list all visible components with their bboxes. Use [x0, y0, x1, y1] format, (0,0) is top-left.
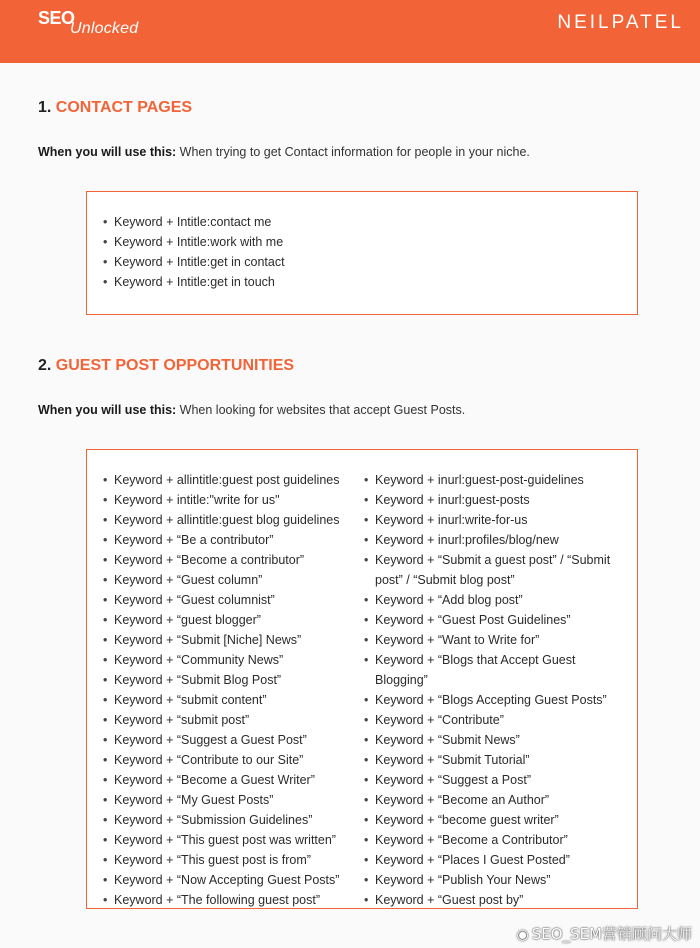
weibo-icon: ◉	[516, 927, 529, 943]
watermark-text: SEO_SEM营销顾问大师	[531, 925, 692, 943]
list-item: • Keyword + “Guest post by”	[364, 890, 624, 910]
list-item: • Keyword + “This guest post is from”	[103, 850, 353, 870]
usage-label: When you will use this:	[38, 403, 177, 417]
list-item: • Keyword + “Submit Blog Post”	[103, 670, 353, 690]
guest-post-list-right	[364, 470, 624, 910]
list-item: • Keyword + inurl:guest-post-guidelines	[364, 470, 624, 490]
guest-post-box	[86, 449, 638, 909]
section-title-contact-pages	[38, 99, 192, 117]
list-item: • Keyword + Intitle:contact me	[103, 212, 637, 232]
list-item: • Keyword + “Submission Guidelines”	[103, 810, 353, 830]
list-item: • Keyword + “Suggest a Guest Post”	[103, 730, 353, 750]
section-heading: GUEST POST OPPORTUNITIES	[55, 357, 295, 374]
list-item: • Keyword + “become guest writer”	[364, 810, 624, 830]
logo-seo-text: SEO	[38, 8, 75, 28]
list-item: • Keyword + inurl:profiles/blog/new	[364, 530, 624, 550]
list-item: • Keyword + “Contribute to our Site”	[103, 750, 353, 770]
usage-label: When you will use this:	[38, 145, 177, 159]
list-item: • Keyword + “Guest column”	[103, 570, 353, 590]
list-item: • Keyword + allintitle:guest blog guidelines	[103, 510, 353, 530]
list-item: • Keyword + “Suggest a Post”	[364, 770, 624, 790]
list-item: • Keyword + “Submit News”	[364, 730, 624, 750]
list-item: • Keyword + allintitle:guest post guidelines	[103, 470, 353, 490]
list-item: • Keyword + “Become a contributor”	[103, 550, 353, 570]
list-item: • Keyword + “Add blog post”	[364, 590, 624, 610]
list-item: • Keyword + “Places I Guest Posted”	[364, 850, 624, 870]
list-item: • Keyword + “Become a Contributor”	[364, 830, 624, 850]
list-item: • Keyword + “Become a Guest Writer”	[103, 770, 353, 790]
contact-pages-list	[103, 212, 637, 292]
list-item: • Keyword + intitle:"write for us"	[103, 490, 353, 510]
logo-unlocked-text: Unlocked	[70, 20, 139, 37]
list-item: • Keyword + “Become an Author”	[364, 790, 624, 810]
list-item: • Keyword + inurl:guest-posts	[364, 490, 624, 510]
list-item: • Keyword + “Submit a guest post” / “Submit post” / “Submit blog post”	[364, 550, 624, 590]
list-item: • Keyword + “Blogs that Accept Guest Blogging”	[364, 650, 624, 690]
section-heading: CONTACT PAGES	[55, 99, 193, 116]
list-item: • Keyword + Intitle:get in contact	[103, 252, 637, 272]
list-item: • Keyword + “submit post”	[103, 710, 353, 730]
list-item: • Keyword + Intitle:work with me	[103, 232, 637, 252]
list-item: • Keyword + “Guest Post Guidelines”	[364, 610, 624, 630]
list-item: • Keyword + “Want to Write for”	[364, 630, 624, 650]
neilpatel-logo[interactable]: NEILPATEL	[557, 12, 684, 33]
section-number: 1.	[38, 99, 52, 116]
guest-post-list-left	[103, 470, 353, 910]
list-item: • Keyword + “Now Accepting Guest Posts”	[103, 870, 353, 890]
contact-pages-box	[86, 191, 638, 315]
list-item: • Keyword + “Blogs Accepting Guest Posts”	[364, 690, 624, 710]
usage-text: When trying to get Contact information for people in your niche.	[176, 145, 530, 159]
list-item: • Keyword + “My Guest Posts”	[103, 790, 353, 810]
list-item: • Keyword + “Submit Tutorial”	[364, 750, 624, 770]
list-item: • Keyword + “Publish Your News”	[364, 870, 624, 890]
usage-note	[38, 403, 465, 417]
list-item: • Keyword + “guest blogger”	[103, 610, 353, 630]
list-item: • Keyword + “Submit [Niche] News”	[103, 630, 353, 650]
list-item: • Keyword + “Community News”	[103, 650, 353, 670]
list-item: • Keyword + “Guest columnist”	[103, 590, 353, 610]
list-item: • Keyword + “The following guest post”	[103, 890, 353, 910]
list-item: • Keyword + inurl:write-for-us	[364, 510, 624, 530]
list-item: • Keyword + “This guest post was written”	[103, 830, 353, 850]
section-title-guest-post	[38, 357, 294, 375]
list-item: • Keyword + “submit content”	[103, 690, 353, 710]
list-item: • Keyword + “Contribute”	[364, 710, 624, 730]
usage-text: When looking for websites that accept Guest Posts.	[176, 403, 466, 417]
watermark	[517, 923, 692, 944]
list-item: • Keyword + “Be a contributor”	[103, 530, 353, 550]
list-item: • Keyword + Intitle:get in touch	[103, 272, 637, 292]
seo-unlocked-logo[interactable]	[38, 8, 148, 42]
section-number: 2.	[38, 357, 52, 374]
usage-note	[38, 145, 530, 159]
header-bar	[0, 0, 700, 63]
